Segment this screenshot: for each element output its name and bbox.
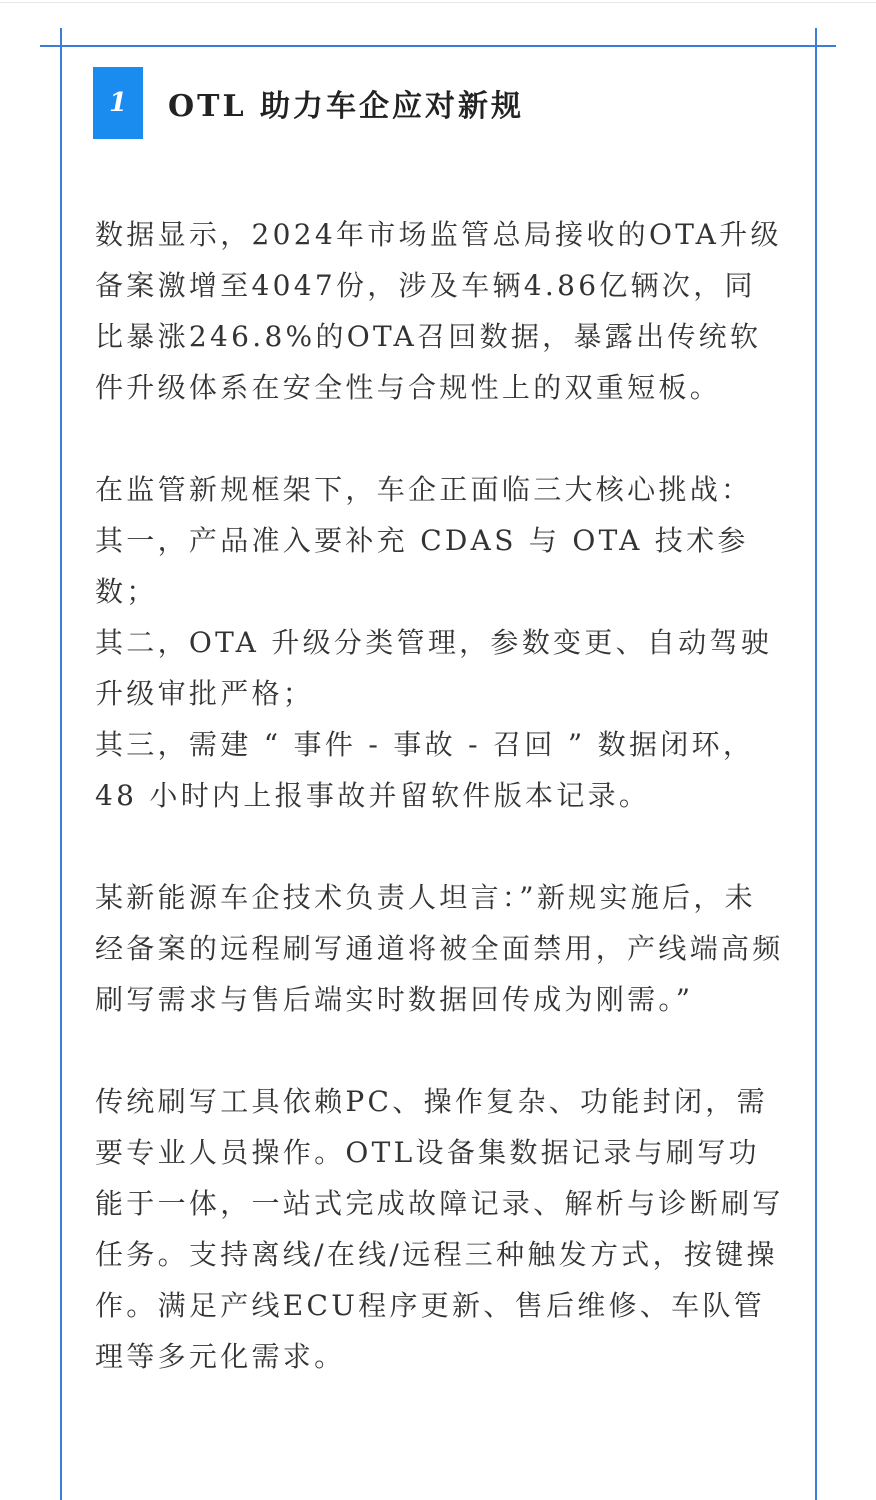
paragraph-gap (95, 1025, 785, 1076)
paragraph-gap (95, 413, 785, 464)
frame-right-border (815, 28, 817, 1500)
section-number-badge: 1 (93, 67, 143, 139)
section-title: OTL 助力车企应对新规 (168, 89, 524, 124)
frame-left-border (60, 28, 62, 1500)
challenge-item-1: 其一，产品准入要补充 CDAS 与 OTA 技术参数； (95, 524, 749, 608)
top-divider (0, 2, 876, 3)
article-body (95, 209, 785, 1382)
paragraph-quote: 某新能源车企技术负责人坦言：”新规实施后，未经备案的远程刷写通道将被全面禁用，产线端高频刷写需求与售后端实时数据回传成为刚需。” (95, 881, 784, 1016)
paragraph-ota-statistics: 数据显示，2024年市场监管总局接收的OTA升级备案激增至4047份，涉及车辆4.86亿辆次，同比暴涨246.8%的OTA召回数据，暴露出传统软件升级体系在安全性与合规性上的双重短板。 (95, 218, 782, 404)
challenge-item-3: 其三，需建 “ 事件 - 事故 - 召回 ” 数据闭环，48 小时内上报事故并留软件版本记录。 (95, 728, 755, 812)
section-header (93, 67, 524, 139)
paragraph-gap (95, 821, 785, 872)
paragraph-otl-device: 传统刷写工具依赖PC、操作复杂、功能封闭，需要专业人员操作。OTL设备集数据记录与刷写功能于一体，一站式完成故障记录、解析与诊断刷写任务。支持离线/在线/远程三种触发方式，按键操作。满足产线ECU程序更新、售后维修、车队管理等多元化需求。 (95, 1085, 784, 1373)
frame-top-border (40, 45, 836, 47)
challenge-item-2: 其二，OTA 升级分类管理，参数变更、自动驾驶升级审批严格； (95, 626, 773, 710)
paragraph-challenges-intro: 在监管新规框架下，车企正面临三大核心挑战： (95, 473, 753, 506)
